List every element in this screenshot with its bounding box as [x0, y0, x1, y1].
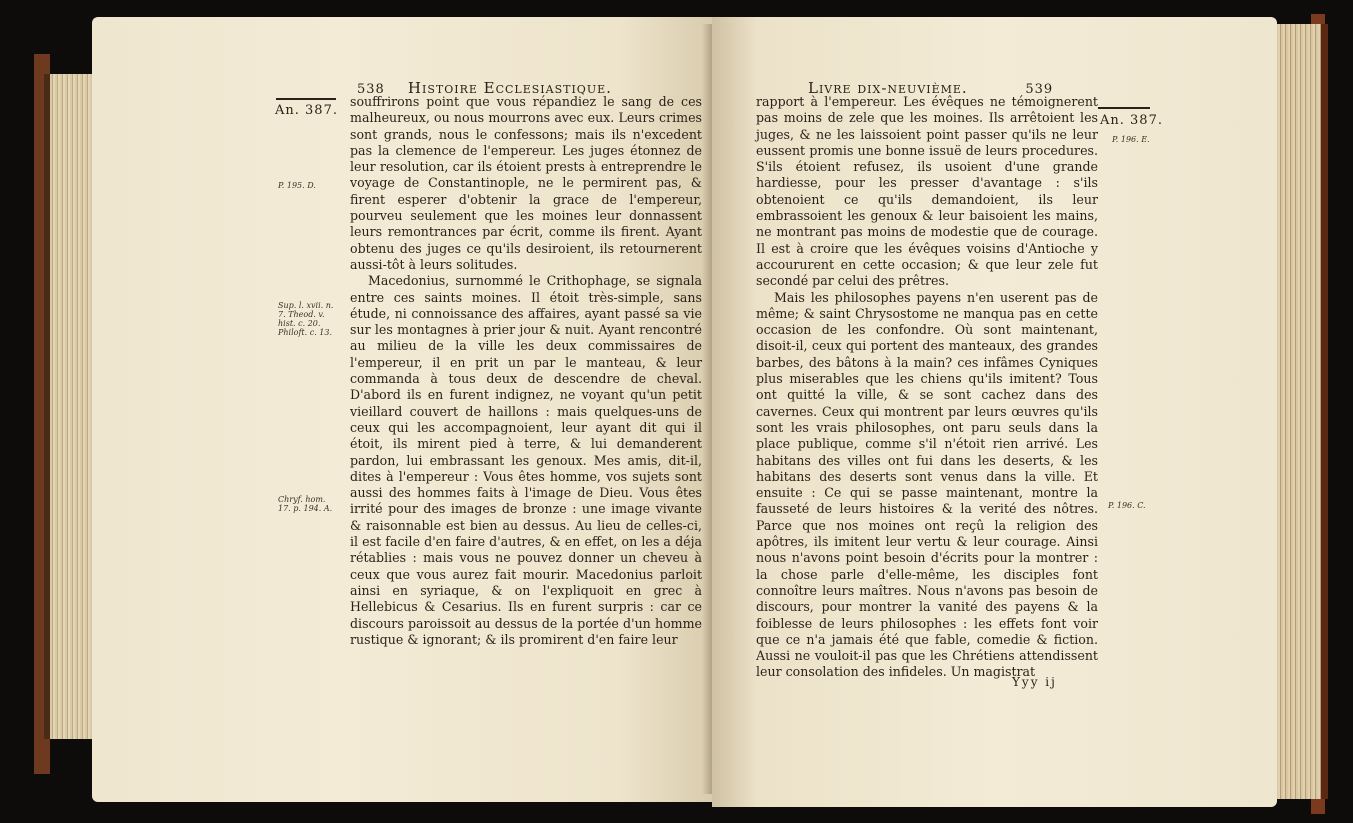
left-margin-note-1: P. 195. D. [278, 181, 316, 190]
right-margin-note-1: P. 196. E. [1112, 135, 1150, 144]
signature-mark: Yyy ij [1012, 675, 1057, 689]
open-book [26, 14, 1329, 814]
right-page-number: 539 [1025, 82, 1054, 97]
left-paragraph-1: souffrirons point que vous répandiez le sang de ces malheureux, ou nous mourrons avec eux. Leurs crimes sont grands, nous le confessons; mais ils n'excedent pas la clemence de l'empereur. Les juges étonnez de leur resolution, car ils étoient prests à entreprendre le voyage de Constantinople, ne le permirent pas, & firent esperer d'obtenir la grace de l'empereur, pourveu seulement que les moines leur donnassent leurs remontrances par écrit, comme ils firent. Ayant obtenu des juges ce qu'ils desiroient, ils retournerent aussi-tôt à leurs solitudes. [350, 94, 702, 272]
right-fore-edge [1273, 24, 1328, 799]
left-body-text [350, 94, 702, 648]
left-year-rule [276, 98, 336, 100]
left-margin-note-2: Sup. l. xvii. n. 7. Theod. v. hist. c. 20. Philoft. c. 13. [278, 301, 334, 337]
right-running-title: Livre dix-neuvième. [808, 79, 968, 97]
right-year-label: An. 387. [1100, 113, 1163, 128]
right-paragraph-2: Mais les philosophes payens n'en userent pas de même; & saint Chrysostome ne manqua pas en cette occasion de les confondre. Où sont maintenant, disoit-il, ceux qui portent des manteaux, des grandes barbes, des bâtons à la main? ces infâmes Cyniques plus miserables que les chiens qu'ils imitent? Tous ont quitté la ville, & se sont cachez dans des cavernes. Ceux qui montrent par leurs œuvres qu'ils sont les vrais philosophes, ont paru seuls dans la place publique, comme s'il n'étoit rien arrivé. Les habitans des villes ont fui dans les deserts, & les habitans des deserts sont venus dans la ville. Et ensuite : Ce qui se passe maintenant, montre la fausseté de leurs histoires & la verité des nôtres. Parce que nos moines ont reçû la religion des apôtres, ils imitent leur vertu & leur courage. Ainsi nous n'avons point besoin d'écrits pour la montrer : la chose parle d'elle-même, les disciples font connoître leurs maîtres. Nous n'avons pas besoin de discours, pour montrer la vanité des payens & la foiblesse de leurs philosophes : les effets font voir que ce n'a jamais été que fable, comedie & fiction. Aussi ne vouloit-il pas que les Chrétiens attendissent leur consolation des infideles. Un magistrat [756, 289, 1098, 680]
right-year-rule [1098, 107, 1150, 109]
left-margin-note-3: Chryf. hom. 17. p. 194. A. [278, 495, 333, 513]
right-margin-note-2: P. 196. C. [1108, 501, 1146, 510]
right-paragraph-1: rapport à l'empereur. Les évêques ne témoignerent pas moins de zele que les moines. Ils arrêtoient les juges, & ne les laissoient point passer qu'ils ne leur eussent promis une bonne issuë de leurs procedures. S'ils étoient refusez, ils usoient d'une grande hardiesse, pour les presser d'avantage : s'ils obtenoient ce qu'ils demandoient, ils leur embrassoient les genoux & leur baisoient les mains, ne montrant pas moins de modestie que de courage. Il est à croire que les évêques voisins d'Antioche y accoururent en cette occasion; & que leur zele fut secondé par celui des prêtres. [756, 94, 1098, 289]
left-page-number: 538 [357, 82, 385, 97]
left-year-label: An. 387. [275, 103, 338, 118]
right-page [712, 17, 1277, 807]
right-body-text [756, 94, 1098, 681]
left-page [92, 17, 712, 802]
left-paragraph-2: Macedonius, surnommé le Crithophage, se signala entre ces saints moines. Il étoit très-simple, sans étude, ni connoissance des affaires, ayant passé sa vie sur les montagnes à prier jour & nuit. Ayant rencontré au milieu de la ville les deux commissaires de l'empereur, il en prit un par le manteau, & leur commanda à tous deux de descendre de cheval. D'abord ils en furent indignez, ne voyant qu'un petit vieillard couvert de haillons : mais quelques-uns de ceux qui les accompagnoient, leur ayant dit qui il étoit, ils mirent pied à terre, & lui demanderent pardon, lui embrassant les genoux. Mes amis, dit-il, dites à l'empereur : Vous êtes homme, vos sujets sont aussi des hommes faits à l'image de Dieu. Vous êtes irrité pour des images de bronze : une image vivante & raisonnable est bien au dessus. Au lieu de celles-ci, il est facile d'en faire d'autres, & en effet, on les a déja rétablies : mais vous ne pouvez donner un cheveu à ceux que vous aurez fait mourir. Macedonius parloit ainsi en syriaque, & on l'expliquoit en grec à Hellebicus & Cesarius. Ils en furent surpris : car ce discours paroissoit au dessus de la portée d'un homme rustique & ignorant; & ils promirent d'en faire leur [350, 273, 702, 647]
left-running-title: Histoire Ecclesiastique. [407, 79, 612, 97]
